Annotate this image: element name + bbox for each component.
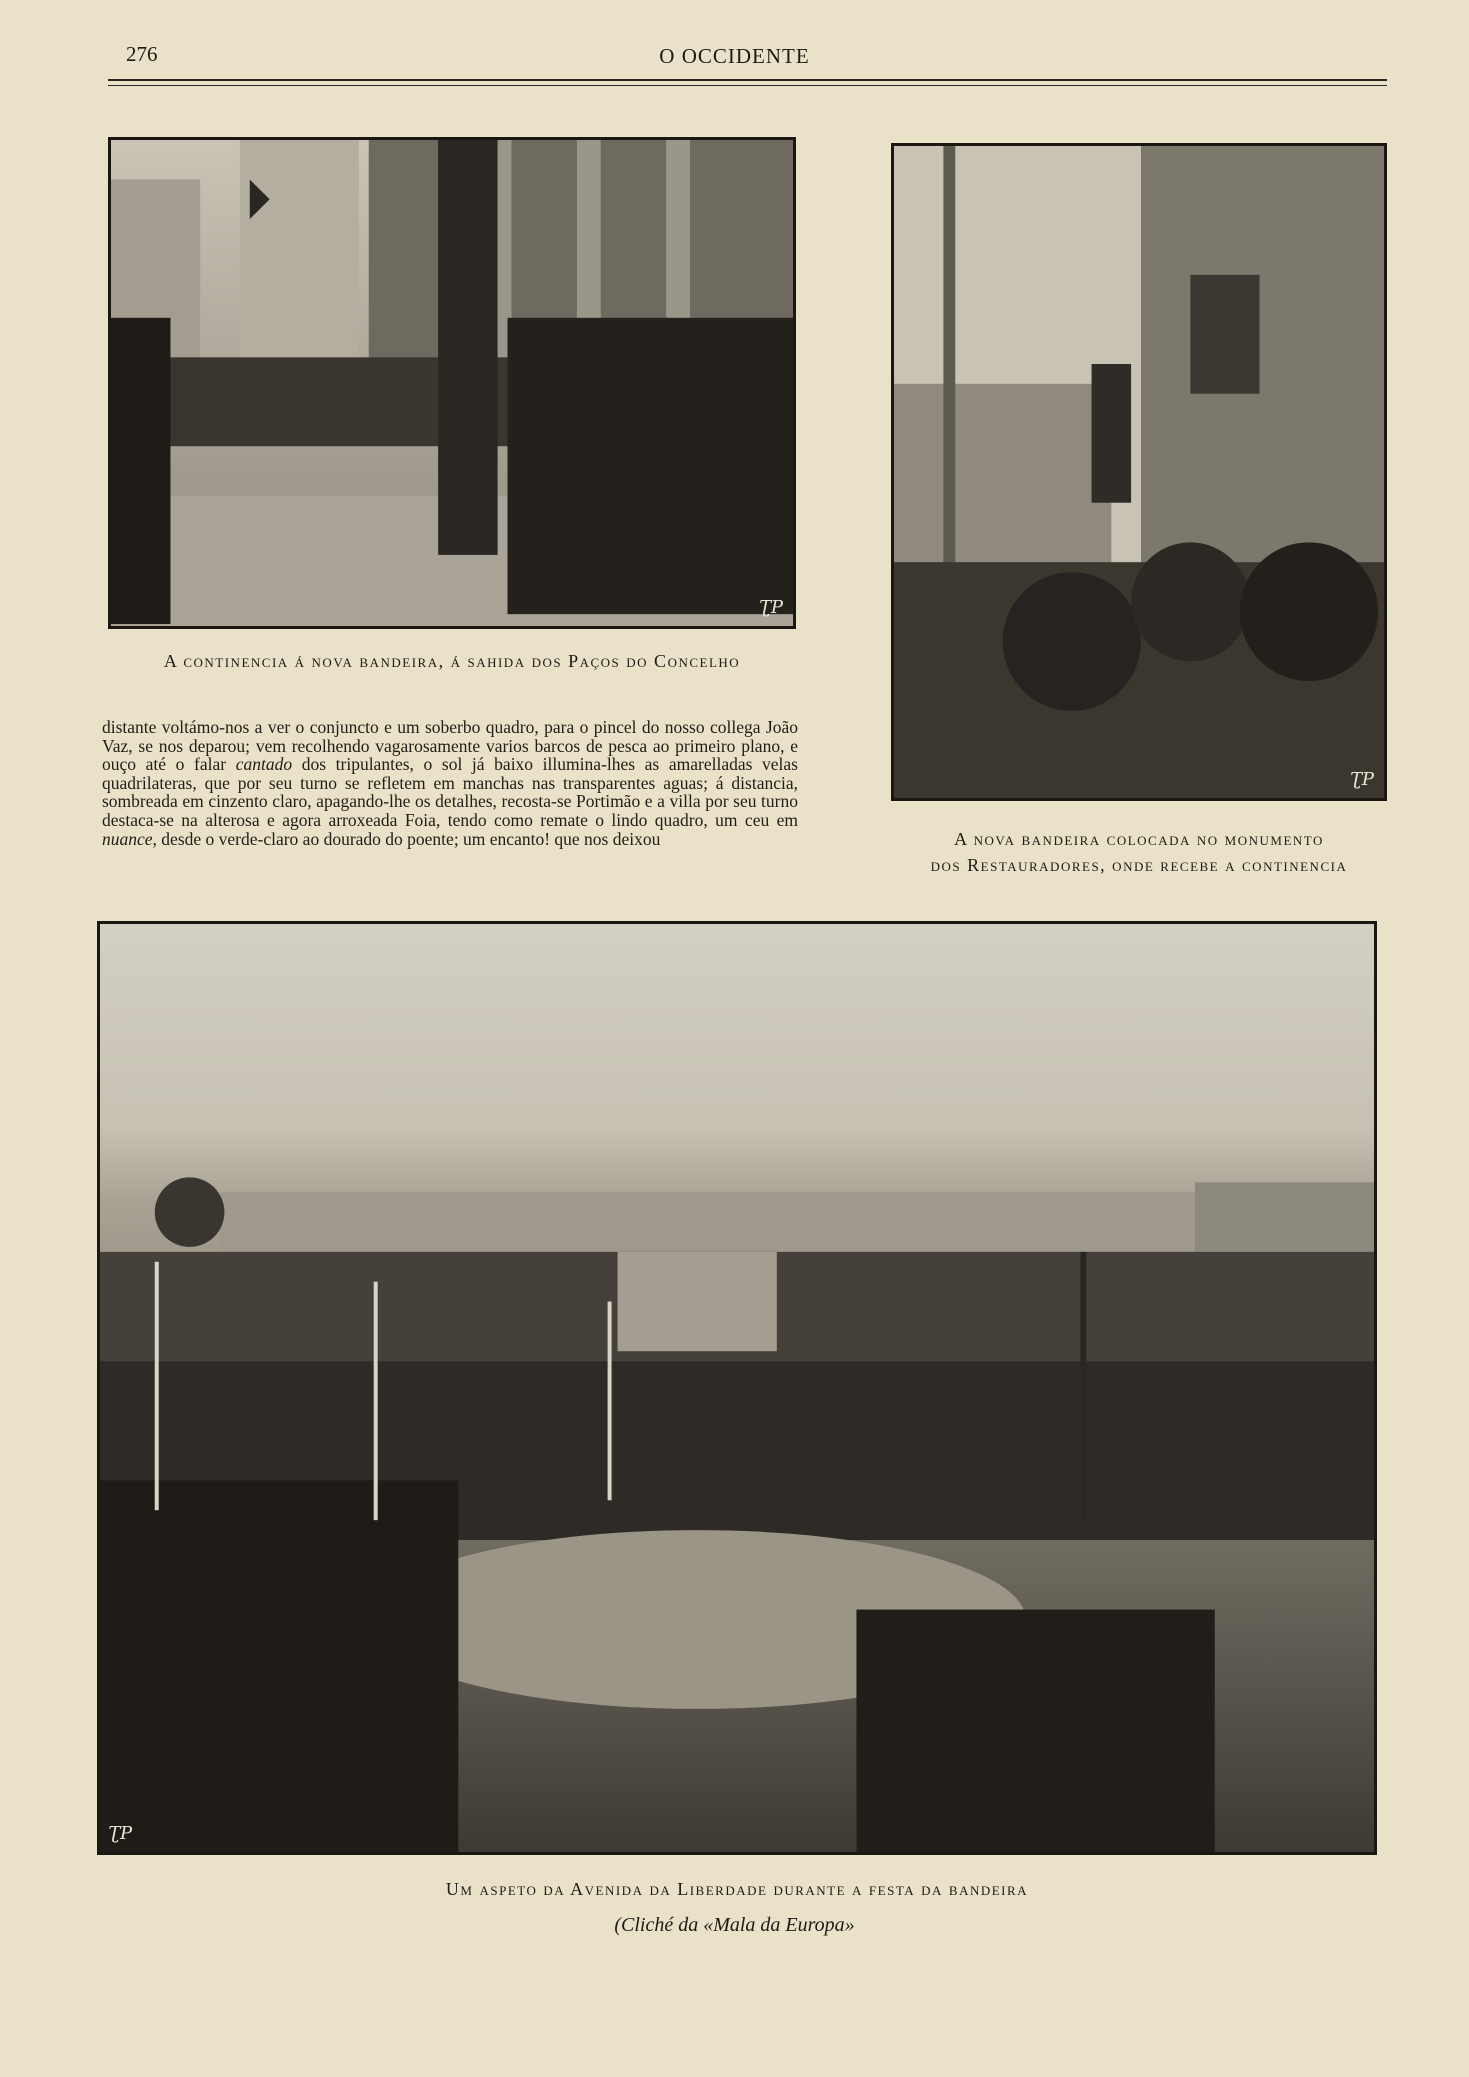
article-emphasis-nuance: nuance, <box>102 828 157 849</box>
article-part2: dos tripulantes, o sol já baixo illumina-lhes as amarelladas velas quadrilateras, que por seu turno se refletem em manchas nas transparentes aguas; á distancia, sombreada em cinzento claro, apagando-lhe os detalhes, recosta-se Portimão e a villa por seu turno destaca-se na alterosa e agora arroxeada Foia, tendo como remate o lindo quadro, um ceu em <box>102 754 798 830</box>
article-emphasis-cantado: cantado <box>235 754 293 775</box>
article-text <box>102 718 798 848</box>
engraver-monogram: ƮP <box>1349 769 1374 790</box>
caption-top-right-line2: dos Restauradores, onde recebe a continencia <box>930 855 1348 875</box>
photo-credit: (Cliché da «Mala da Europa» <box>614 1914 855 1936</box>
photo-city-hall-salute <box>108 137 796 629</box>
page-number: 276 <box>126 42 158 66</box>
photo-restauradores-monument <box>891 143 1387 801</box>
magazine-title: O OCCIDENTE <box>659 44 810 68</box>
header-rule-thin <box>108 85 1387 86</box>
engraver-monogram: ƮP <box>758 597 783 618</box>
caption-bottom: Um aspeto da Avenida da Liberdade durante a festa da bandeira <box>445 1879 1029 1899</box>
caption-top-right <box>891 826 1387 878</box>
engraver-monogram: ƮP <box>108 1823 133 1844</box>
header-rule <box>108 79 1387 81</box>
photo-avenida-liberdade <box>97 921 1377 1855</box>
article-part3: desde o verde-claro ao dourado do poente; um encanto! que nos deixou <box>156 828 661 849</box>
caption-top-left: A continencia á nova bandeira, á sahida dos Paços do Concelho <box>163 651 741 671</box>
article-part1: distante voltámo-nos a ver o conjuncto e um soberbo quadro, para o pincel do nosso collega João Vaz, se nos deparou; vem recolhendo vagarosamente varios barcos de pesca ao primeiro plano, e ouço até o falar <box>102 717 798 775</box>
caption-top-right-line1: A nova bandeira colocada no monumento <box>954 829 1324 849</box>
